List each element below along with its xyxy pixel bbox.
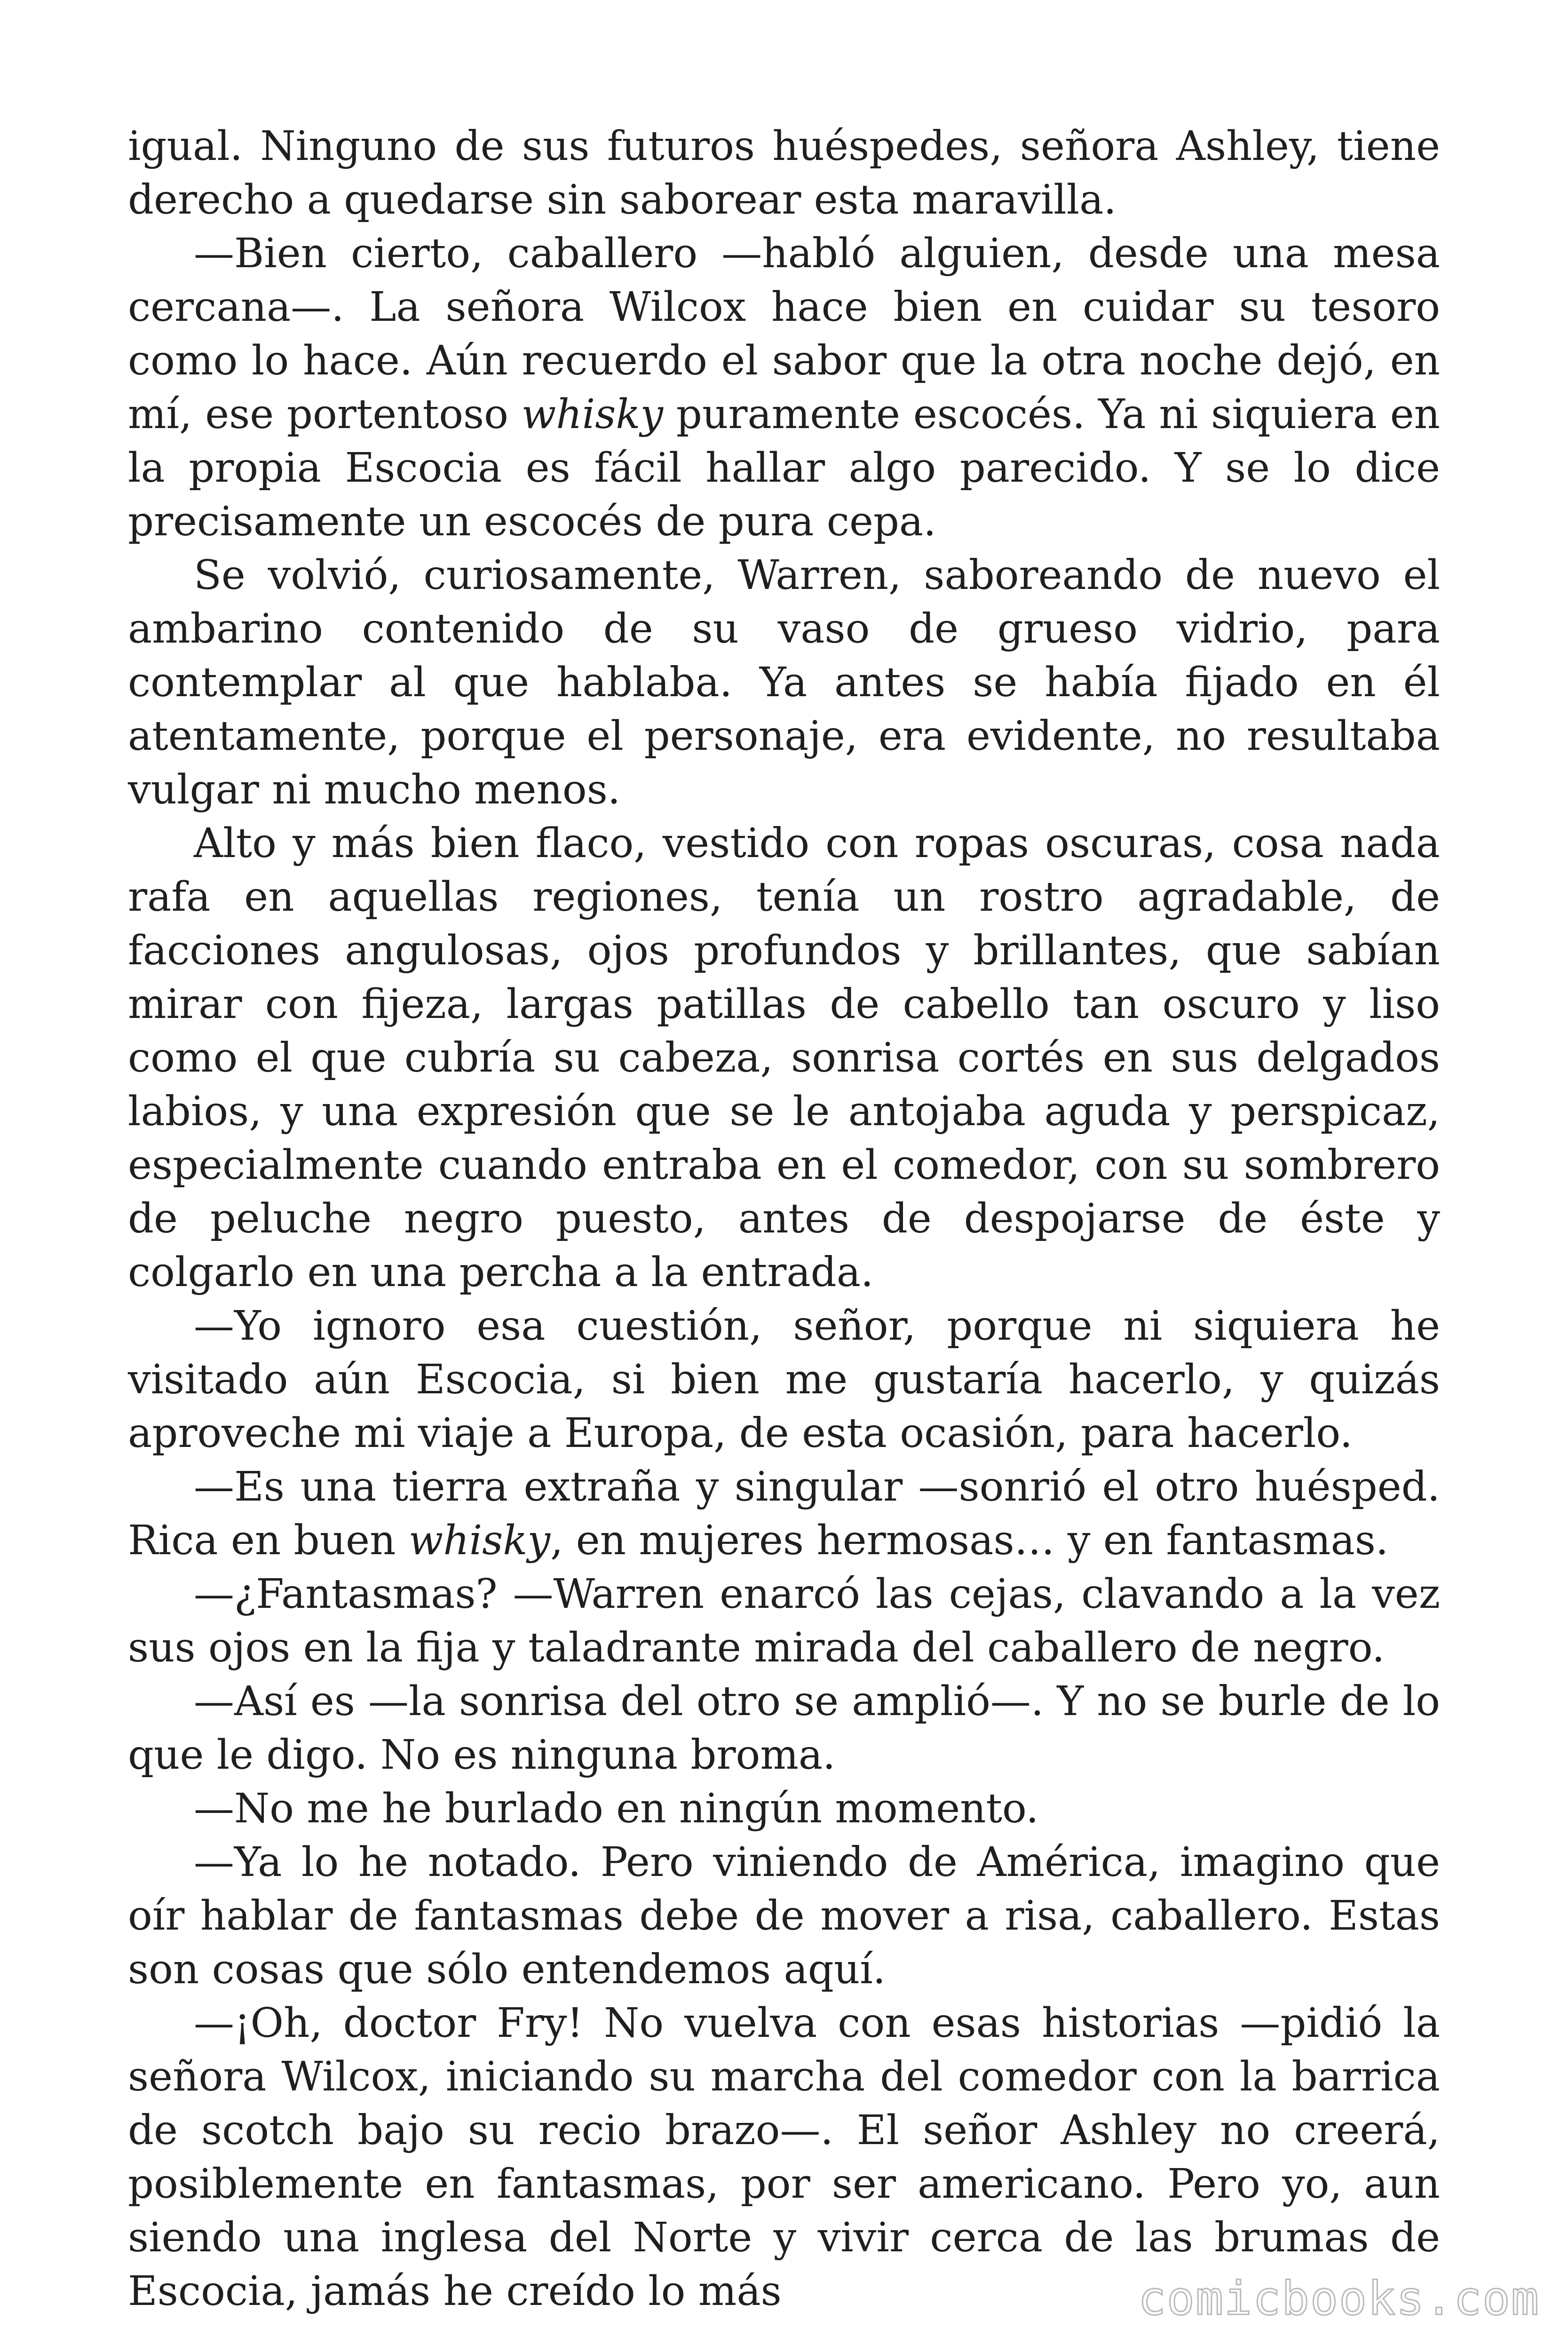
paragraph [128,1460,1440,1567]
text-run: —Bien cierto, caballero —habló alguien, desde una mesa cercana—. La señora Wilcox hace bien en cuidar su tesoro como lo hace. Aún recuerdo el sabor que la otra noche dejó, en mí, ese portentoso [128,230,1440,438]
paragraph: —No me he burlado en ningún momento. [194,1785,1039,1832]
paragraph: —Yo ignoro esa cuestión, señor, porque ni siquiera he visitado aún Escocia, si bien me gustaría hacerlo, y quizás aproveche mi viaje a Europa, de esta ocasión, para hacerlo. [128,1303,1440,1457]
paragraph: —Ya lo he notado. Pero viniendo de América, imagino que oír hablar de fantasmas debe de mover a risa, caballero. Estas son cosas que sólo entendemos aquí. [128,1839,1440,1993]
paragraph: igual. Ninguno de sus futuros huéspedes, señora Ashley, tiene derecho a quedarse sin saborear esta maravilla. [128,123,1440,223]
text-run: , en mujeres hermosas… y en fantasmas. [550,1517,1389,1564]
text-run: puramente escocés. Ya ni siquiera en la propia Escocia es fácil hallar algo parecido. Y se lo dice precisamente un escocés de pura cepa. [128,391,1440,545]
italic-run: whisky [521,391,664,438]
paragraph: Alto y más bien flaco, vestido con ropas oscuras, cosa nada rafa en aquellas regiones, tenía un rostro agradable, de facciones angulosas, ojos profundos y brillantes, que sabían mirar con fijeza, largas patillas de cabello tan oscuro y liso como el que cubría su cabeza, sonrisa cortés en sus delgados labios, y una expresión que se le antojaba aguda y perspicaz, especialmente cuando entraba en el comedor, con su sombrero de peluche negro puesto, antes de despojarse de éste y colgarlo en una percha a la entrada. [128,820,1440,1296]
text-run: —Es una tierra extraña y singular —sonrió el otro huésped. Rica en buen [128,1463,1440,1564]
page-body [128,119,1440,2318]
italic-run: whisky [408,1517,551,1564]
paragraph: —¡Oh, doctor Fry! No vuelva con esas historias —pidió la señora Wilcox, iniciando su marcha del comedor con la barrica de scotch bajo su recio brazo—. El señor Ashley no creerá, posiblemente en fantasmas, por ser americano. Pero yo, aun siendo una inglesa del Norte y vivir cerca de las brumas de Escocia, jamás he creído lo más [128,2000,1440,2315]
watermark: comicbooks.com [1138,2272,1540,2326]
paragraph: Se volvió, curiosamente, Warren, saboreando de nuevo el ambarino contenido de su vaso de grueso vidrio, para contemplar al que hablaba. Ya antes se había fijado en él atentamente, porque el personaje, era evidente, no resultaba vulgar ni mucho menos. [128,552,1440,813]
paragraph [128,227,1440,548]
paragraph: —Así es —la sonrisa del otro se amplió—. Y no se burle de lo que le digo. No es ninguna broma. [128,1678,1440,1779]
paragraph: —¿Fantasmas? —Warren enarcó las cejas, clavando a la vez sus ojos en la fija y taladrante mirada del caballero de negro. [128,1571,1440,1671]
